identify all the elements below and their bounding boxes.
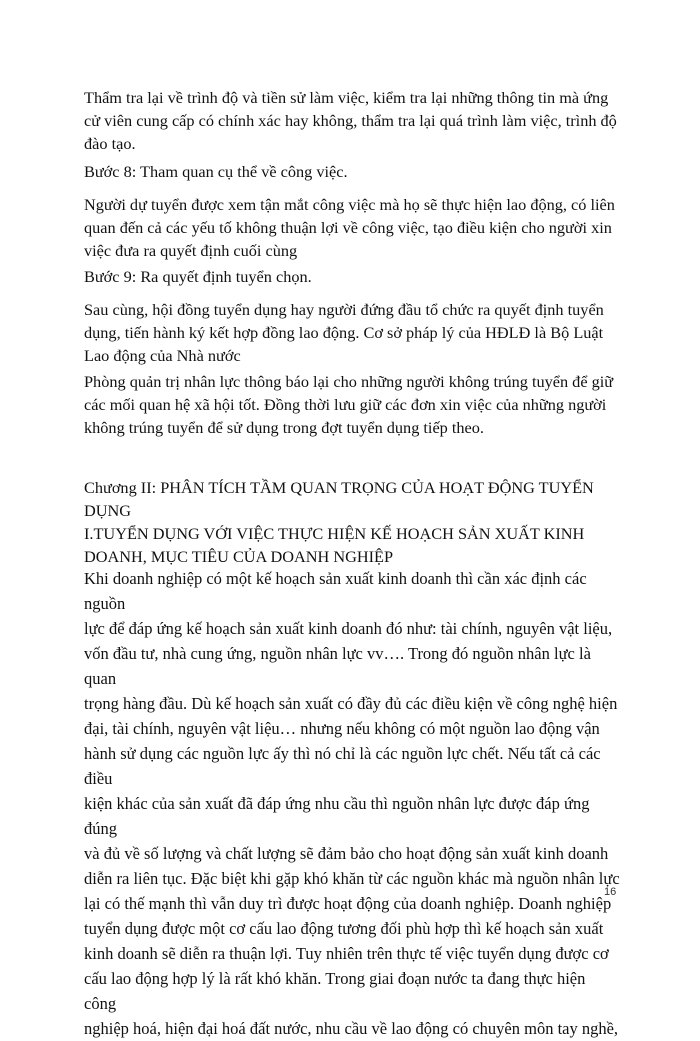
paragraph-step-8: Bước 8: Tham quan cụ thể về công việc. <box>84 162 348 181</box>
chapter-heading: Chương II: PHÂN TÍCH TẦM QUAN TRỌNG CỦA HOẠT ĐỘNG TUYỂN DỤNG <box>84 478 594 520</box>
paragraph-final-decision: Sau cùng, hội đồng tuyển dụng hay người đứng đầu tổ chức ra quyết định tuyển dụng, tiến hành ký kết hợp đồng lao động. Cơ sở pháp lý của HĐLĐ là Bộ Luật Lao động của Nhà nước <box>84 300 604 365</box>
page-number: 16 <box>604 886 617 898</box>
paragraph-hr-notification: Phòng quản trị nhân lực thông báo lại cho những người không trúng tuyển để giữ các mối quan hệ xã hội tốt. Đồng thời lưu giữ các đơn xin việc của những người không trúng tuyển để sử dụng trong đợt tuyển dụng tiếp theo. <box>84 372 614 437</box>
section-heading: I.TUYỂN DỤNG VỚI VIỆC THỰC HIỆN KẾ HOẠCH SẢN XUẤT KINH DOANH, MỤC TIÊU CỦA DOANH NGHIỆP <box>84 524 585 566</box>
paragraph-site-visit: Người dự tuyển được xem tận mắt công việc mà họ sẽ thực hiện lao động, có liên quan đến cả các yếu tố không thuận lợi về công việc, tạo điều kiện cho người xin việc đưa ra quyết định cuối cùng <box>84 195 615 260</box>
paragraph-verification: Thẩm tra lại về trình độ và tiền sử làm việc, kiểm tra lại những thông tin mà ứng cử viên cung cấp có chính xác hay không, thẩm tra lại quá trình làm việc, trình độ đào tạo. <box>84 88 617 153</box>
body-paragraph: Khi doanh nghiệp có một kế hoạch sản xuất kinh doanh thì cần xác định các nguồn lực để đáp ứng kế hoạch sản xuất kinh doanh đó như: tài chính, nguyên vật liệu, vốn đầu tư, nhà cung ứng, nguồn nhân lực vv…. Trong đó nguồn nhân lực là quan trọng hàng đầu. Dù kế hoạch sản xuất có đầy đủ các điều kiện về công nghệ hiện đại, tài chính, nguyên vật liệu… nhưng nếu không có một nguồn lao động vận hành sử dụng các nguồn lực ấy thì nó chỉ là các nguồn lực chết. Nếu tất cả các điều kiện khác của sản xuất đã đáp ứng nhu cầu thì nguồn nhân lực được đáp ứng đúng và đủ về số lượng và chất lượng sẽ đảm bảo cho hoạt động sản xuất kinh doanh diễn ra liên tục. Đặc biệt khi gặp khó khăn từ các nguồn khác mà nguồn nhân lực lại có thế mạnh thì vẫn duy trì được hoạt động của doanh nghiệp. Doanh nghiệp tuyển dụng được một cơ cấu lao động tương đối phù hợp thì kế hoạch sản xuất kinh doanh sẽ diễn ra thuận lợi. Tuy nhiên trên thực tế việc tuyển dụng được cơ cấu lao động hợp lý là rất khó khăn. Trong giai đoạn nước ta đang thực hiện công nghiệp hoá, hiện đại hoá đất nước, nhu cầu về lao động có chuyên môn tay nghề, <box>84 569 620 1038</box>
paragraph-step-9: Bước 9: Ra quyết định tuyển chọn. <box>84 267 312 286</box>
